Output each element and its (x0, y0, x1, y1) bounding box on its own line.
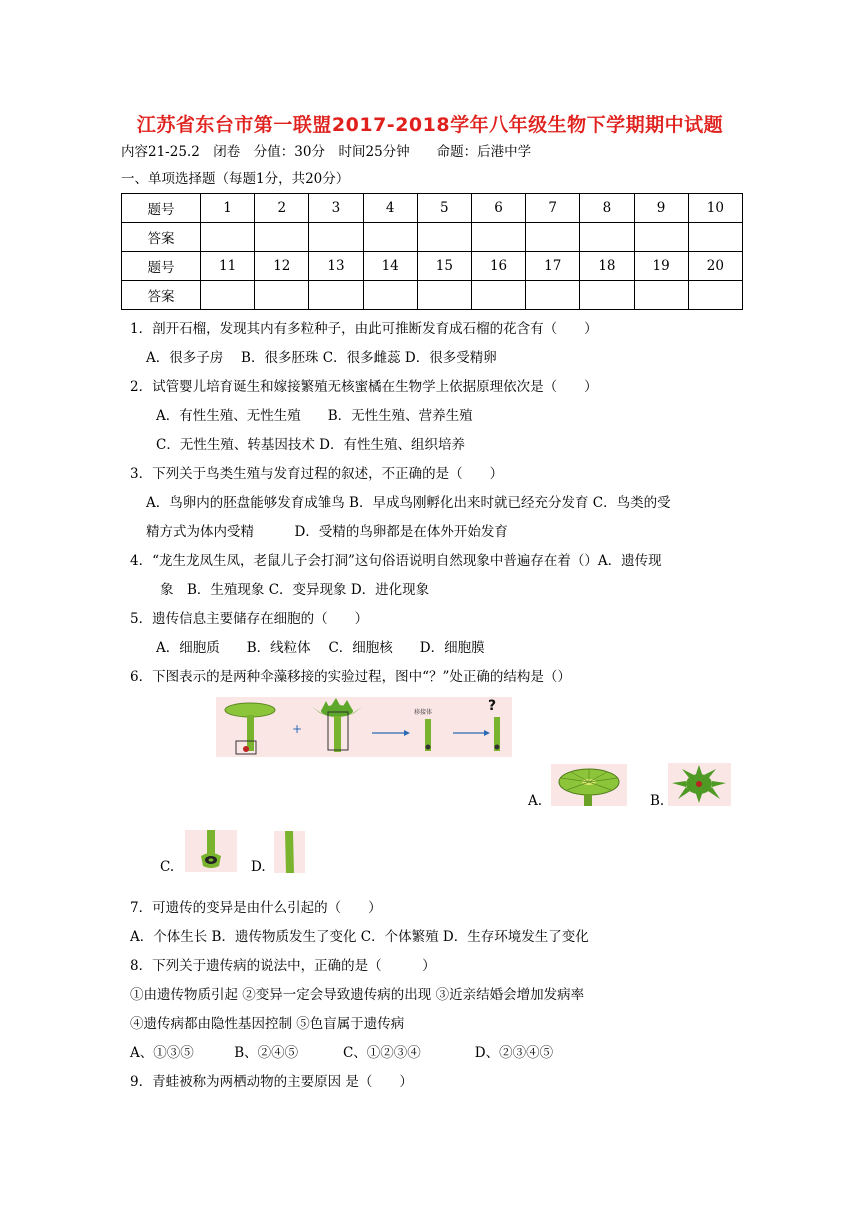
table-row (122, 223, 743, 252)
question-5-options: A．细胞质 B．线粒体 C．细胞核 D．细胞膜 (156, 640, 485, 656)
answer-cell[interactable] (688, 281, 742, 310)
answer-cell[interactable] (634, 223, 688, 252)
figure-label: 移接体 (414, 709, 433, 716)
question-8: 8．下列关于遗传病的说法中，正确的是（ ） (130, 958, 436, 974)
umbrella-cap-icon (551, 764, 627, 806)
question-8-line-2: ④遗传病都由隐性基因控制 ⑤色盲属于遗传病 (130, 1016, 405, 1032)
question-2: 2．试管婴儿培育诞生和嫁接繁殖无核蜜橘在生物学上依据原理依次是（ ） (130, 379, 598, 395)
answer-cell[interactable] (526, 223, 580, 252)
answer-cell[interactable] (471, 223, 525, 252)
question-number-cell: 14 (363, 252, 417, 281)
answer-cell[interactable] (201, 223, 255, 252)
question-number-cell: 19 (634, 252, 688, 281)
question-number-cell: 13 (309, 252, 363, 281)
question-1: 1．剖开石榴，发现其内有多粒种子，由此可推断发育成石榴的花含有（ ） (130, 321, 598, 337)
question-number-cell: 17 (526, 252, 580, 281)
plain-stalk-icon (274, 831, 305, 873)
question-number-cell: 4 (363, 194, 417, 223)
question-4-line-1: 4．“龙生龙凤生凤，老鼠儿子会打洞”这句俗语说明自然现象中普遍存在着（）A．遗传现 (130, 553, 662, 569)
question-number-cell: 6 (471, 194, 525, 223)
answer-cell[interactable] (526, 281, 580, 310)
question-number-cell: 8 (580, 194, 634, 223)
answer-cell[interactable] (688, 223, 742, 252)
question-1-options: A．很多子房 B．很多胚珠 C．很多雌蕊 D．很多受精卵 (146, 350, 497, 366)
question-number-cell: 15 (417, 252, 471, 281)
question-5: 5．遗传信息主要储存在细胞的（ ） (130, 611, 369, 627)
question-7: 7．可遗传的变异是由什么引起的（ ） (130, 900, 382, 916)
section-heading: 一、单项选择题（每题1分，共20分） (121, 171, 350, 187)
stalk-with-nucleus-icon (185, 830, 237, 872)
answer-cell[interactable] (634, 281, 688, 310)
question-number-cell: 12 (255, 252, 309, 281)
answer-cell[interactable] (201, 281, 255, 310)
question-9: 9．青蛙被称为两栖动物的主要原因 是（ ） (130, 1074, 413, 1090)
question-3: 3．下列关于鸟类生殖与发育过程的叙述，不正确的是（ ） (130, 466, 504, 482)
exam-title: 江苏省东台市第一联盟2017-2018学年八年级生物下学期期中试题 (136, 114, 724, 136)
question-8-line-1: ①由遗传物质引起 ②变异一定会导致遗传病的出现 ③近亲结婚会增加发病率 (130, 987, 585, 1003)
fringed-cap-icon (668, 763, 731, 806)
answer-cell[interactable] (580, 223, 634, 252)
option-a-label: A. (528, 793, 543, 809)
row-label: 题号 (122, 252, 201, 281)
svg-text:?: ? (488, 698, 497, 714)
answer-cell[interactable] (309, 223, 363, 252)
question-number-cell: 1 (201, 194, 255, 223)
answer-cell[interactable] (255, 281, 309, 310)
question-3-line-1: A．鸟卵内的胚盘能够发育成雏鸟 B．早成鸟刚孵化出来时就已经充分发育 C．鸟类的受 (146, 495, 671, 511)
question-number-cell: 16 (471, 252, 525, 281)
question-number-cell: 9 (634, 194, 688, 223)
question-number-cell: 3 (309, 194, 363, 223)
answer-cell[interactable] (363, 223, 417, 252)
question-number-cell: 2 (255, 194, 309, 223)
question-6: 6．下图表示的是两种伞藻移接的实验过程，图中“？”处正确的结构是（） (130, 669, 571, 685)
answer-cell[interactable] (417, 223, 471, 252)
answer-cell[interactable] (580, 281, 634, 310)
question-7-options: A．个体生长 B．遗传物质发生了变化 C．个体繁殖 D．生存环境发生了变化 (130, 929, 589, 945)
answer-cell[interactable] (255, 223, 309, 252)
question-number-cell: 18 (580, 252, 634, 281)
exam-info: 内容21-25.2 闭卷 分值：30分 时间25分钟 命题：后港中学 (121, 144, 532, 160)
question-number-cell: 7 (526, 194, 580, 223)
umbrella-algae-grafting-figure (216, 697, 512, 757)
row-label: 题号 (122, 194, 201, 223)
question-number-cell: 5 (417, 194, 471, 223)
question-number-cell: 20 (688, 252, 742, 281)
answer-cell[interactable] (363, 281, 417, 310)
answer-cell[interactable] (309, 281, 363, 310)
option-c-label: C. (160, 859, 175, 875)
question-2-options-2: C．无性生殖、转基因技术 D．有性生殖、组织培养 (156, 437, 465, 453)
question-8-options: A、①③⑤ B、②④⑤ C、①②③④ D、②③④⑤ (130, 1045, 554, 1061)
table-row (122, 194, 743, 223)
question-number-cell: 10 (688, 194, 742, 223)
question-4-line-2: 象 B．生殖现象 C．变异现象 D．进化现象 (160, 582, 430, 598)
question-number-cell: 11 (201, 252, 255, 281)
option-d-label: D. (251, 859, 266, 875)
svg-text:+: + (292, 722, 303, 736)
answer-cell[interactable] (417, 281, 471, 310)
question-2-options-1: A．有性生殖、无性生殖 B．无性生殖、营养生殖 (156, 408, 473, 424)
row-label: 答案 (122, 281, 201, 310)
answer-table (121, 193, 743, 310)
option-b-label: B. (650, 793, 665, 809)
table-row (122, 252, 743, 281)
row-label: 答案 (122, 223, 201, 252)
answer-cell[interactable] (471, 281, 525, 310)
question-3-line-2: 精方式为体内受精 D．受精的鸟卵都是在体外开始发育 (146, 524, 508, 540)
table-row (122, 281, 743, 310)
